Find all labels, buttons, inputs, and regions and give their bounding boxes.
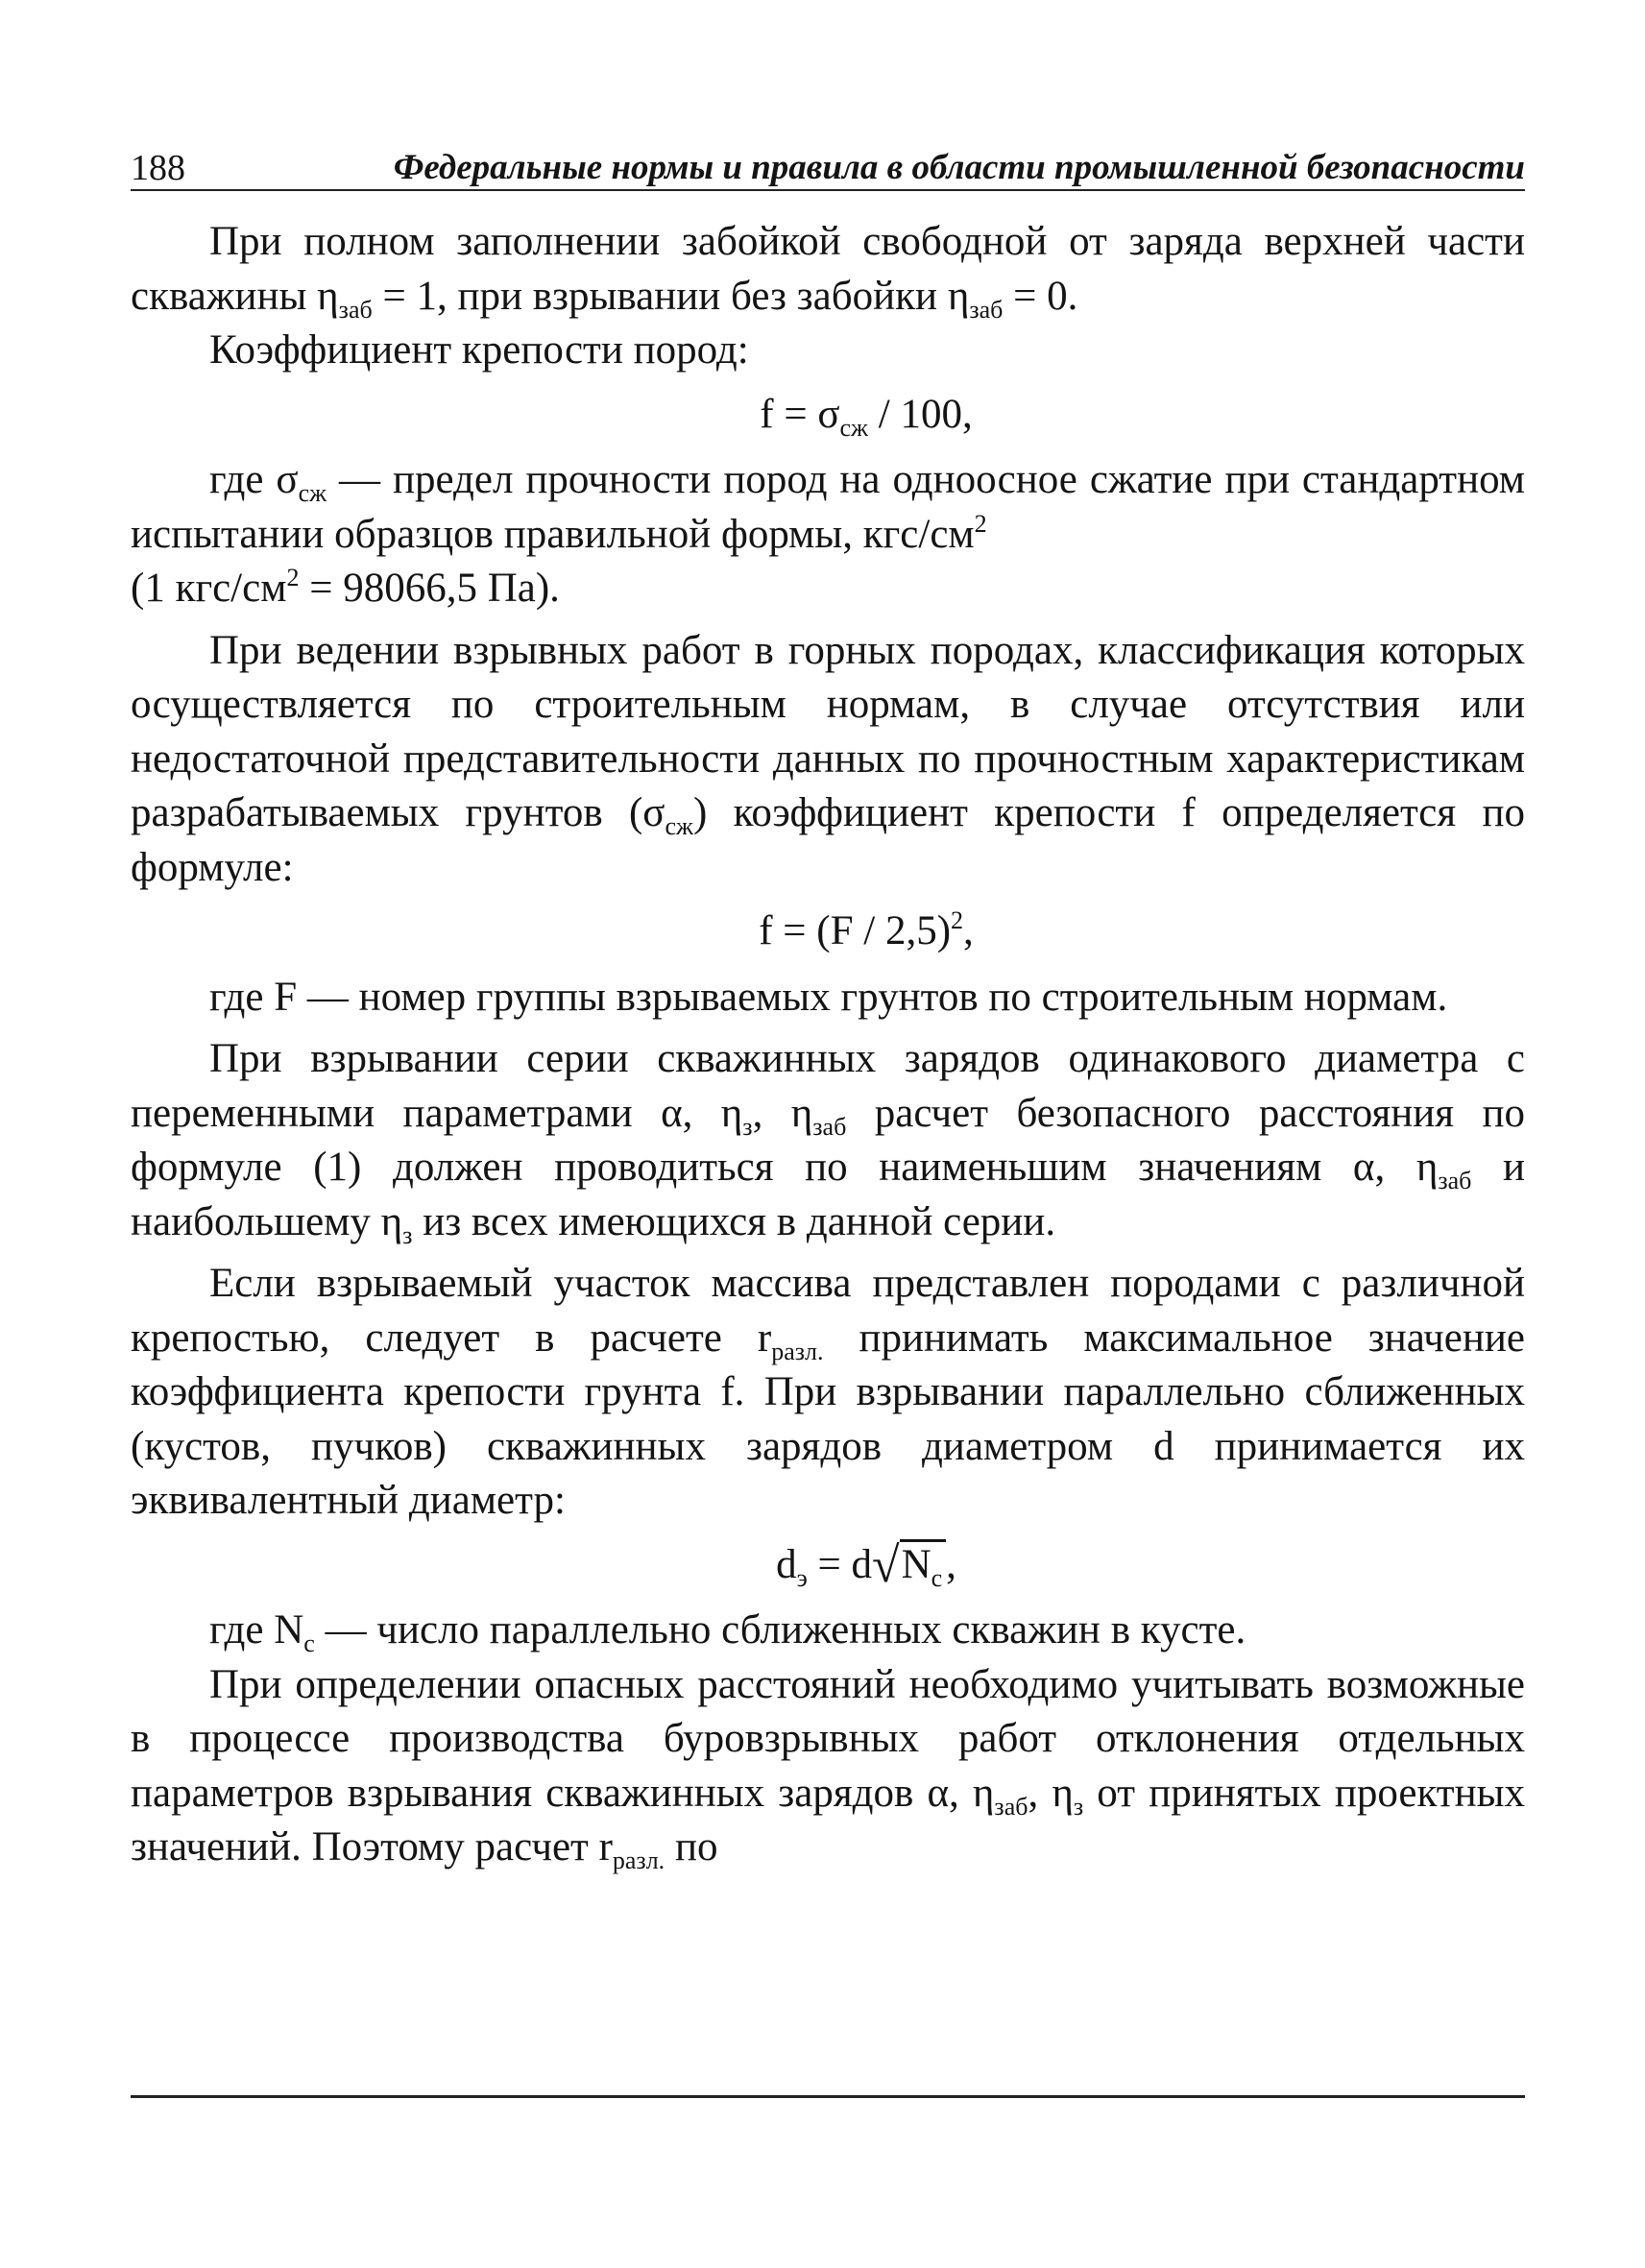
paragraph-2: Коэффициент крепости пород: [209, 327, 749, 373]
formula-strength-coefficient: $f = \sigma_{сж} / 100$, [760, 391, 973, 442]
paragraph-9: При определении опасных расстояний необходимо учитывать возможные в процессе производства буровзрывных работ отклонения отдельных параметров взрывания скважинных зарядов α, $\eta_{заб}$, $\eta_з$ от принятых проектных значений. Поэтому расчет $r_{разл.}$ по [131, 1661, 1525, 1874]
paragraph-8: где $N_с$ — число параллельно сближенных скважин в кусте. [209, 1607, 1246, 1657]
square-root-sign: √ [872, 1537, 900, 1593]
formula-group-coefficient: f = (F / 2,5)$^2$, [759, 906, 974, 953]
paragraph-5: где F — номер группы взрываемых грунтов по строительным нормам. [209, 974, 1448, 1020]
paragraph-7: Если взрываемый участок массива представлен породами с различной крепостью, следует в расчете $r_{разл.}$ принимать максимальное значение коэффициента крепости грунта f. При взрывании параллельно сближенных (кустов, пучков) скважинных зарядов диаметром d принимается их эквивалентный диаметр: [131, 1261, 1525, 1523]
paragraph-3: где $\sigma_{сж}$ — предел прочности пород на одноосное сжатие при стандартном испытании образцов правильной формы, кгс/$см^2$ (1 кгс/$см^2 = 98066,5$ Па). [131, 457, 1525, 611]
footer-rule [131, 2095, 1525, 2098]
page-header [131, 144, 1525, 192]
paragraph-1: При полном заполнении забойкой свободной от заряда верхней части скважины $\eta_{заб} = 1$, при взрывании без забойки $\eta_{заб} = 0$. [131, 219, 1525, 324]
body-text [131, 215, 1525, 1875]
paragraph-4: При ведении взрывных работ в горных породах, классификация которых осуществляется по строительным нормам, в случае отсутствия или недостаточной представительности данных по прочностным характеристикам разрабатываемых грунтов $(\sigma_{сж})$ коэффициент крепости f определяется по формуле: [131, 627, 1525, 890]
header-rule [131, 189, 1525, 191]
formula-equivalent-diameter: $d_э = d√N_с$, [776, 1537, 956, 1593]
running-title: Федеральные нормы и правила в области промышленной безопасности [393, 148, 1525, 187]
page-number: 188 [131, 148, 185, 188]
paragraph-6: При взрывании серии скважинных зарядов одинакового диаметра с переменными параметрами α, $\eta_з$, $\eta_{заб}$ расчет безопасного расстояния по формуле (1) должен проводиться по наименьшим значениям α, $\eta_{заб}$ и наибольшему $\eta_з$ из всех имеющихся в данной серии. [131, 1036, 1526, 1249]
